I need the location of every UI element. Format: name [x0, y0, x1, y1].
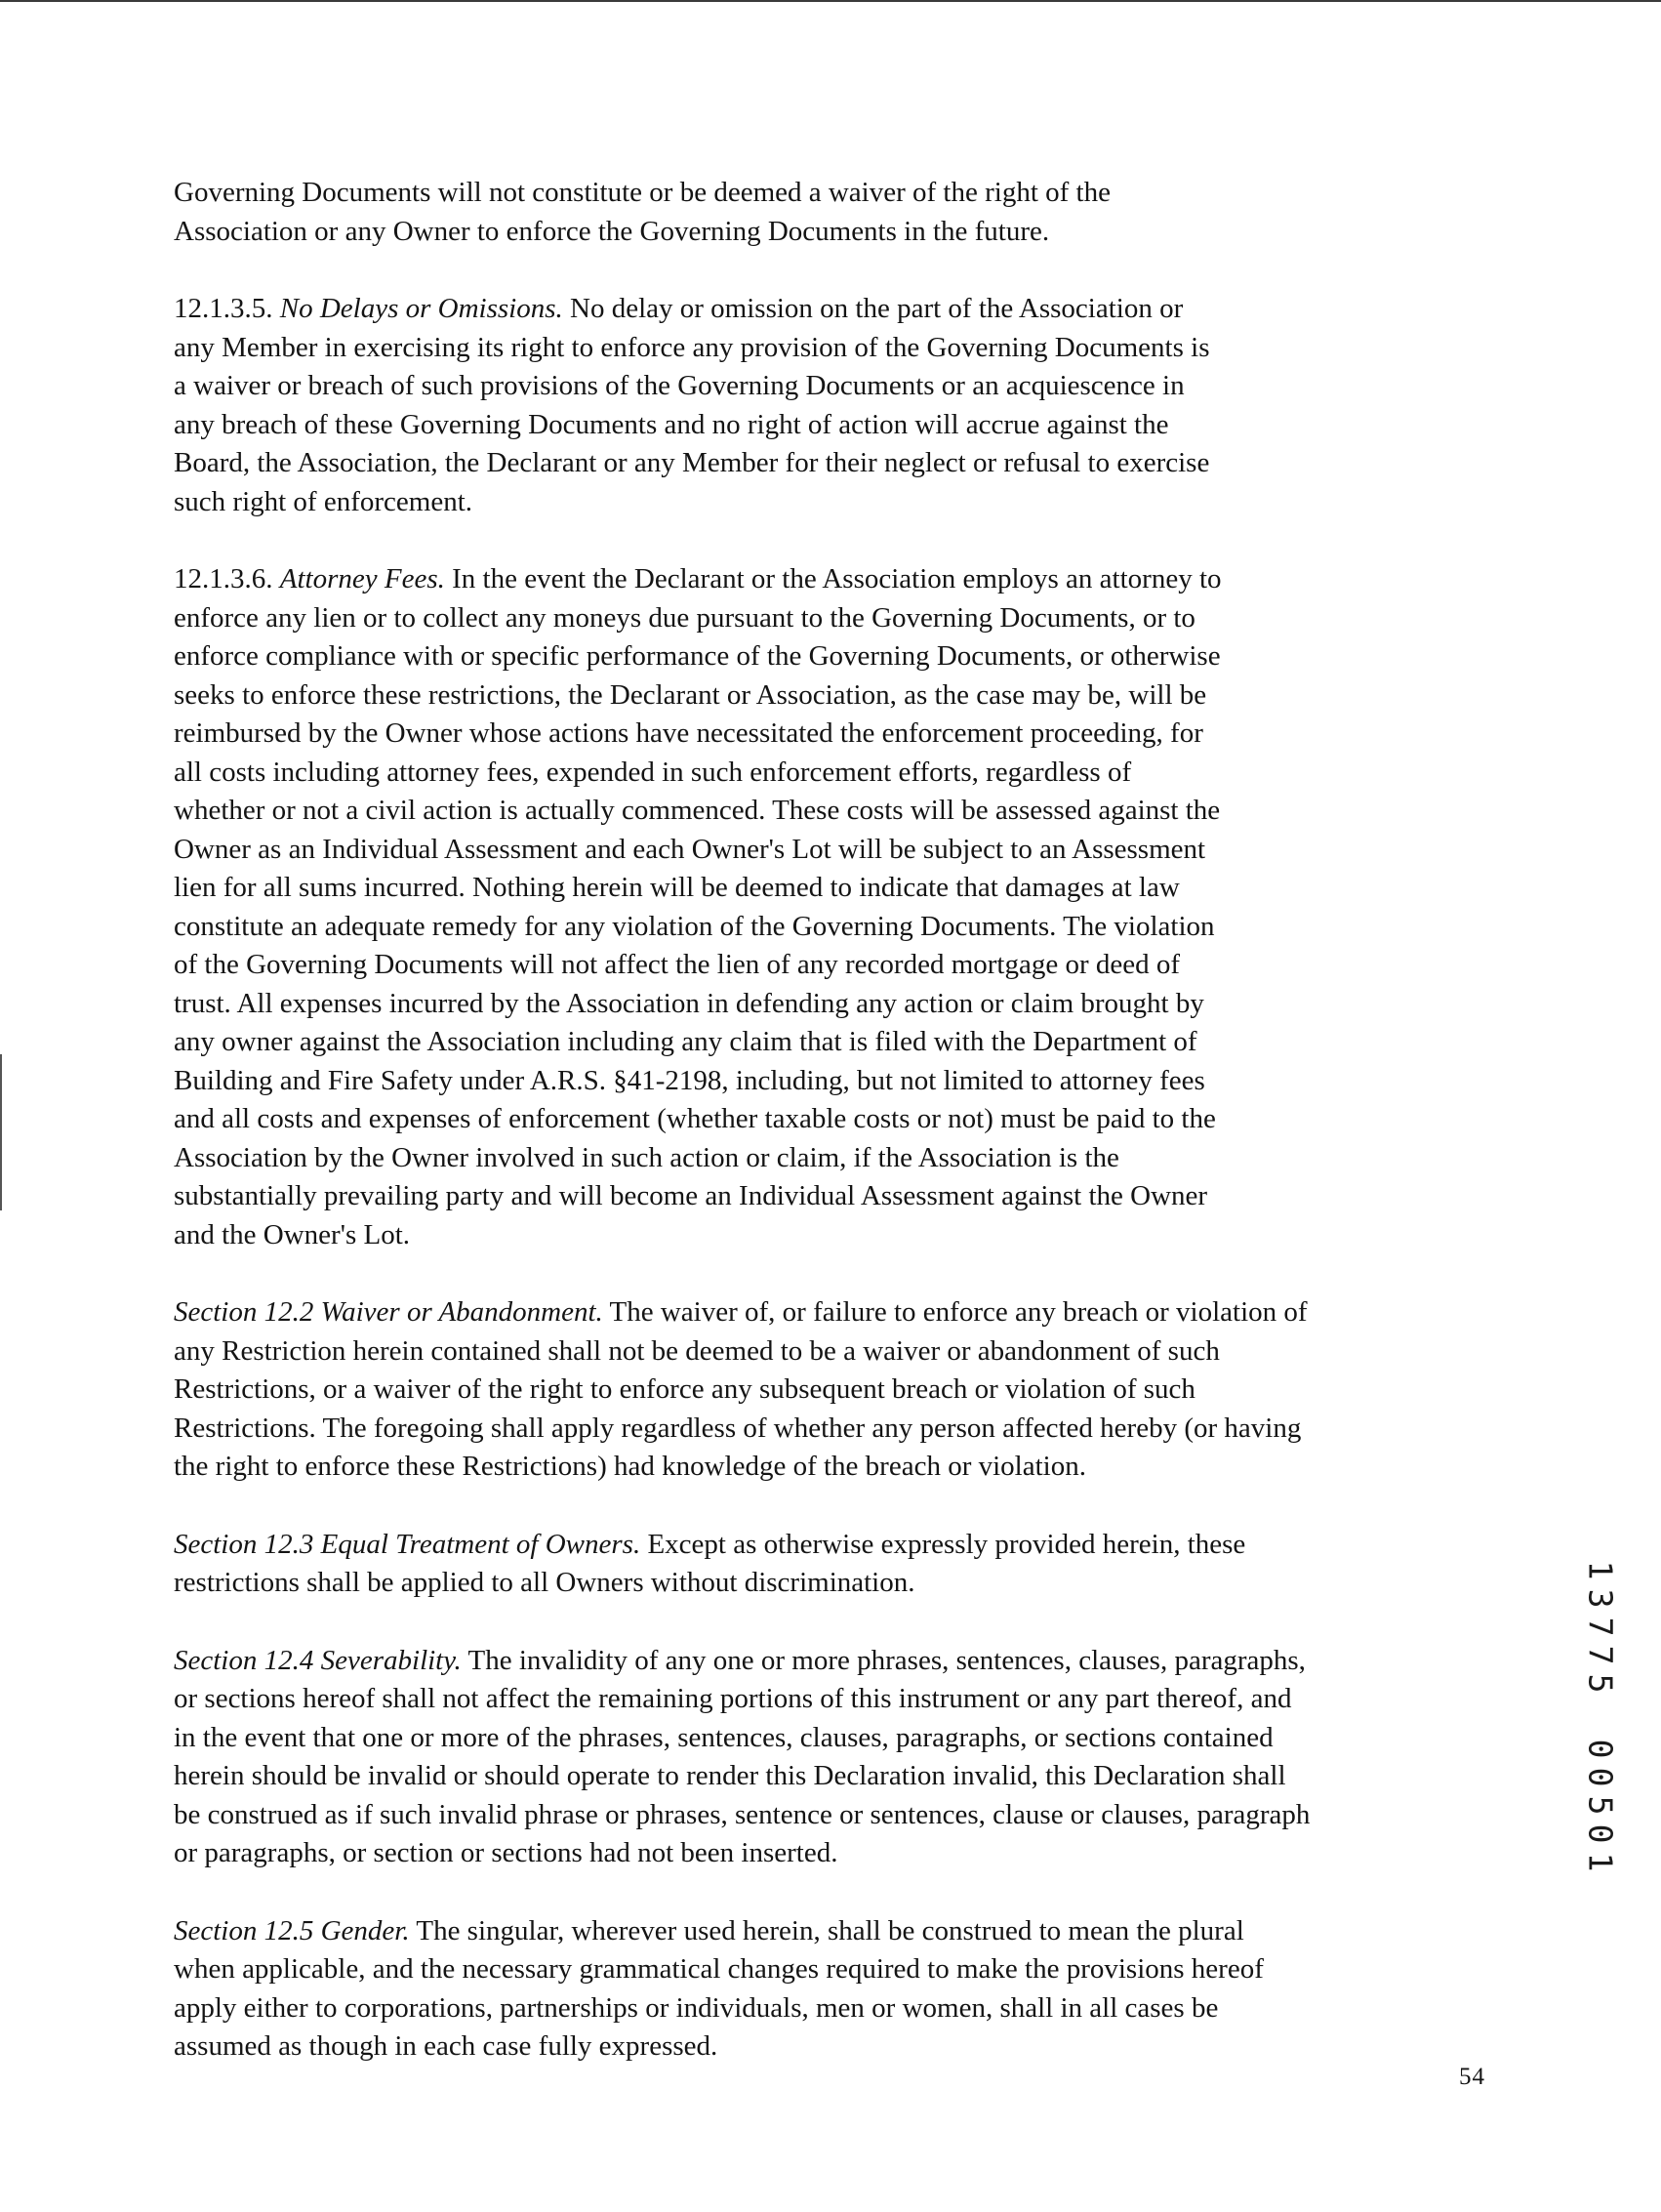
text-line: substantially prevailing party and will become an Individual Assessment against the Owner	[174, 1180, 1208, 1211]
stamp-digit: 0	[1581, 1739, 1620, 1759]
text-line: be construed as if such invalid phrase or phrases, sentence or sentences, clause or clauses, paragraph	[174, 1798, 1311, 1830]
left-scan-edge	[0, 1054, 2, 1210]
section-heading: Section 12.2 Waiver or Abandonment.	[174, 1296, 603, 1328]
text-line: such right of enforcement.	[174, 485, 473, 517]
paragraph-attorney-fees	[174, 560, 1486, 1254]
section-heading: No Delays or Omissions.	[279, 293, 563, 324]
page-number: 54	[1459, 2064, 1485, 2090]
text-line	[174, 560, 1486, 599]
text-line	[174, 1526, 1486, 1565]
text-line: Board, the Association, the Declarant or any Member for their neglect or refusal to exercise	[174, 447, 1210, 478]
text-line	[174, 1642, 1486, 1681]
stamp-digit: 0	[1581, 1767, 1620, 1787]
text-line: any Restriction herein contained shall not be deemed to be a waiver or abandonment of such	[174, 1334, 1220, 1367]
text-line: and the Owner's Lot.	[174, 1218, 410, 1250]
page-body	[174, 174, 1486, 2104]
text-line: Building and Fire Safety under A.R.S. §41-2198, including, but not limited to attorney fees	[174, 1064, 1205, 1096]
text-run: The waiver of, or failure to enforce any breach or violation of	[602, 1296, 1308, 1328]
text-line: of the Governing Documents will not affect the lien of any recorded mortgage or deed of	[174, 949, 1181, 980]
stamp-gap	[1585, 1698, 1616, 1735]
text-line	[174, 290, 1486, 329]
stamp-digit: 3	[1581, 1588, 1620, 1609]
text-line: the right to enforce these Restrictions) had knowledge of the breach or violation.	[174, 1451, 1086, 1482]
text-line: any breach of these Governing Documents and no right of action will accrue against the	[174, 408, 1169, 440]
paragraph-continuation	[174, 174, 1486, 251]
text-line: a waiver or breach of such provisions of the Governing Documents or an acquiescence in	[174, 370, 1185, 401]
paragraph-gender	[174, 1912, 1486, 2067]
text-line: enforce compliance with or specific performance of the Governing Documents, or otherwise	[174, 640, 1221, 672]
stamp-digit: 1	[1581, 1560, 1620, 1580]
section-number: 12.1.3.6.	[174, 563, 280, 594]
section-heading: Section 12.5 Gender.	[174, 1914, 410, 1946]
text-line	[174, 1912, 1486, 1951]
text-line: whether or not a civil action is actually commenced. These costs will be assessed against the	[174, 795, 1221, 826]
text-line: any owner against the Association including any claim that is filed with the Department of	[174, 1026, 1197, 1057]
text-line: lien for all sums incurred. Nothing herein will be deemed to indicate that damages at law	[174, 872, 1180, 903]
text-run: The invalidity of any one or more phrases, sentences, clauses, paragraphs,	[461, 1644, 1306, 1676]
paragraph-waiver-or-abandonment	[174, 1293, 1486, 1487]
stamp-digit: 7	[1581, 1645, 1620, 1665]
text-line: Governing Documents will not constitute or be deemed a waiver of the right of the	[174, 177, 1111, 208]
text-line: when applicable, and the necessary grammatical changes required to make the provisions hereof	[174, 1953, 1264, 1985]
section-number: 12.1.3.5.	[174, 293, 280, 324]
text-line	[174, 1293, 1486, 1332]
text-line: assumed as though in each case fully expressed.	[174, 2030, 718, 2062]
stamp-digit: 1	[1581, 1852, 1620, 1872]
text-line: all costs including attorney fees, expended in such enforcement efforts, regardless of	[174, 756, 1132, 788]
text-line: seeks to enforce these restrictions, the Declarant or Association, as the case may be, will be	[174, 678, 1207, 711]
text-line: enforce any lien or to collect any moneys due pursuant to the Governing Documents, or to	[174, 601, 1195, 634]
text-line: Association or any Owner to enforce the Governing Documents in the future.	[174, 215, 1050, 247]
text-run: In the event the Declarant or the Association employs an attorney to	[444, 563, 1222, 594]
text-run: Except as otherwise expressly provided herein, these	[640, 1528, 1246, 1560]
recording-stamp	[1581, 1556, 1620, 1876]
text-run: The singular, wherever used herein, shall be construed to mean the plural	[409, 1914, 1244, 1946]
text-line: and all costs and expenses of enforcement (whether taxable costs or not) must be paid to the	[174, 1103, 1216, 1134]
section-heading: Section 12.4 Severability.	[174, 1644, 462, 1676]
text-line: Owner as an Individual Assessment and each Owner's Lot will be subject to an Assessment	[174, 833, 1206, 865]
text-line: or sections hereof shall not affect the remaining portions of this instrument or any part thereof, and	[174, 1683, 1292, 1714]
paragraph-severability	[174, 1642, 1486, 1873]
section-heading: Attorney Fees.	[279, 563, 445, 594]
text-line: trust. All expenses incurred by the Association in defending any action or claim brought by	[174, 987, 1204, 1019]
text-line: apply either to corporations, partnerships or individuals, men or women, shall in all cases be	[174, 1991, 1219, 2024]
text-line: herein should be invalid or should operate to render this Declaration invalid, this Declaration shall	[174, 1760, 1286, 1791]
text-line: or paragraphs, or section or sections had not been inserted.	[174, 1837, 838, 1868]
stamp-digit: 5	[1581, 1673, 1620, 1694]
paragraph-no-delays-or-omissions	[174, 290, 1486, 521]
text-line: constitute an adequate remedy for any violation of the Governing Documents. The violation	[174, 910, 1215, 942]
text-line: Association by the Owner involved in such action or claim, if the Association is the	[174, 1141, 1119, 1173]
stamp-digit: 0	[1581, 1823, 1620, 1844]
text-line: in the event that one or more of the phrases, sentences, clauses, paragraphs, or sections contained	[174, 1721, 1274, 1753]
text-line: any Member in exercising its right to enforce any provision of the Governing Documents is	[174, 331, 1210, 363]
section-heading: Section 12.3 Equal Treatment of Owners.	[174, 1528, 641, 1560]
top-scan-edge	[0, 0, 1661, 2]
text-line: Restrictions. The foregoing shall apply regardless of whether any person affected hereby (or having	[174, 1412, 1302, 1444]
stamp-digit: 7	[1581, 1617, 1620, 1637]
text-run: No delay or omission on the part of the Association or	[562, 293, 1184, 324]
text-line: Restrictions, or a waiver of the right to enforce any subsequent breach or violation of such	[174, 1373, 1195, 1405]
paragraph-equal-treatment	[174, 1526, 1486, 1603]
text-line: reimbursed by the Owner whose actions have necessitated the enforcement proceeding, for	[174, 717, 1203, 749]
stamp-digit: 5	[1581, 1795, 1620, 1816]
text-line: restrictions shall be applied to all Owners without discrimination.	[174, 1567, 915, 1598]
